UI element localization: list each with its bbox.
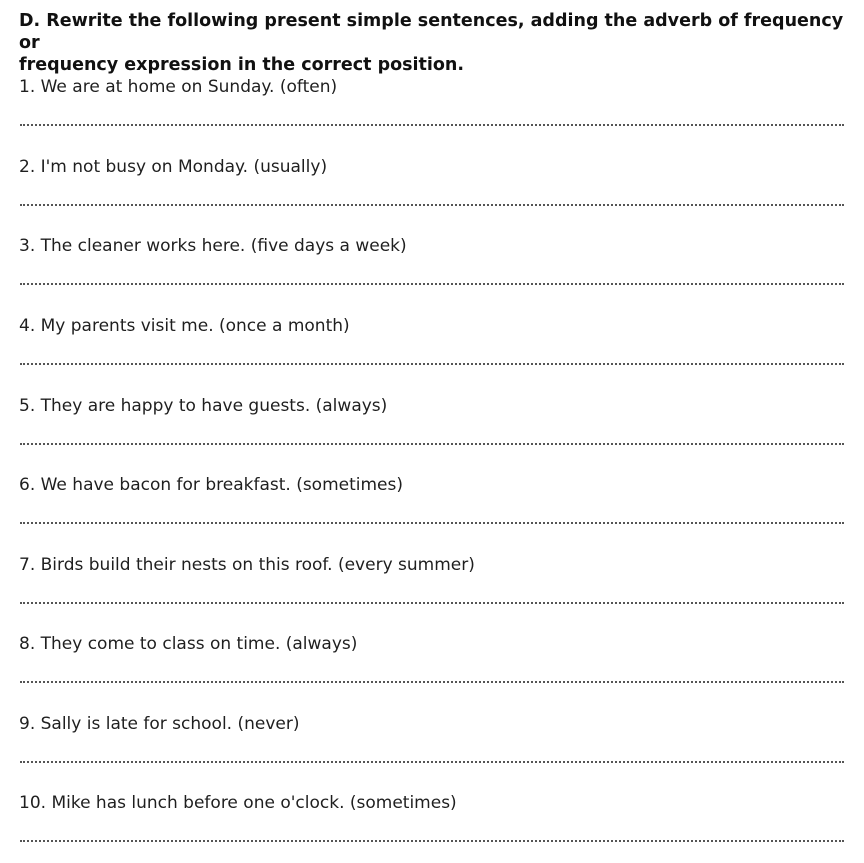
exercise-item-7 [19, 554, 844, 614]
exercise-item-3 [19, 235, 844, 295]
answer-line-2[interactable] [20, 204, 844, 206]
exercise-item-5 [19, 395, 844, 455]
exercise-item-6 [19, 474, 844, 534]
exercise-item-2 [19, 156, 844, 216]
instruction-line-1: D. Rewrite the following present simple sentences, adding the adverb of frequency or [19, 11, 844, 53]
answer-line-4[interactable] [20, 363, 844, 365]
exercise-sentence-7: 7. Birds build their nests on this roof. (every summer) [19, 555, 475, 575]
exercise-item-8 [19, 633, 844, 693]
exercise-sentence-9: 9. Sally is late for school. (never) [19, 714, 300, 734]
exercise-sentence-6: 6. We have bacon for breakfast. (sometimes) [19, 475, 403, 495]
exercise-sentence-1: 1. We are at home on Sunday. (often) [19, 77, 338, 97]
answer-line-6[interactable] [20, 522, 844, 524]
exercise-item-4 [19, 315, 844, 375]
exercise-sentence-5: 5. They are happy to have guests. (always) [19, 396, 388, 416]
answer-line-9[interactable] [20, 761, 844, 763]
answer-line-7[interactable] [20, 602, 844, 604]
answer-line-8[interactable] [20, 681, 844, 683]
answer-line-1[interactable] [20, 124, 844, 126]
exercise-item-10 [19, 792, 844, 852]
exercise-sentence-8: 8. They come to class on time. (always) [19, 634, 358, 654]
exercise-sentence-2: 2. I'm not busy on Monday. (usually) [19, 157, 328, 177]
exercise-item-9 [19, 713, 844, 773]
exercise-sentence-10: 10. Mike has lunch before one o'clock. (sometimes) [19, 793, 457, 813]
exercise-sentence-4: 4. My parents visit me. (once a month) [19, 316, 350, 336]
exercise-sentence-3: 3. The cleaner works here. (five days a week) [19, 236, 407, 256]
answer-line-3[interactable] [20, 283, 844, 285]
exercise-instruction [19, 10, 854, 76]
instruction-line-2: frequency expression in the correct position. [19, 55, 465, 75]
exercise-item-1 [19, 76, 844, 136]
answer-line-10[interactable] [20, 840, 844, 842]
answer-line-5[interactable] [20, 443, 844, 445]
